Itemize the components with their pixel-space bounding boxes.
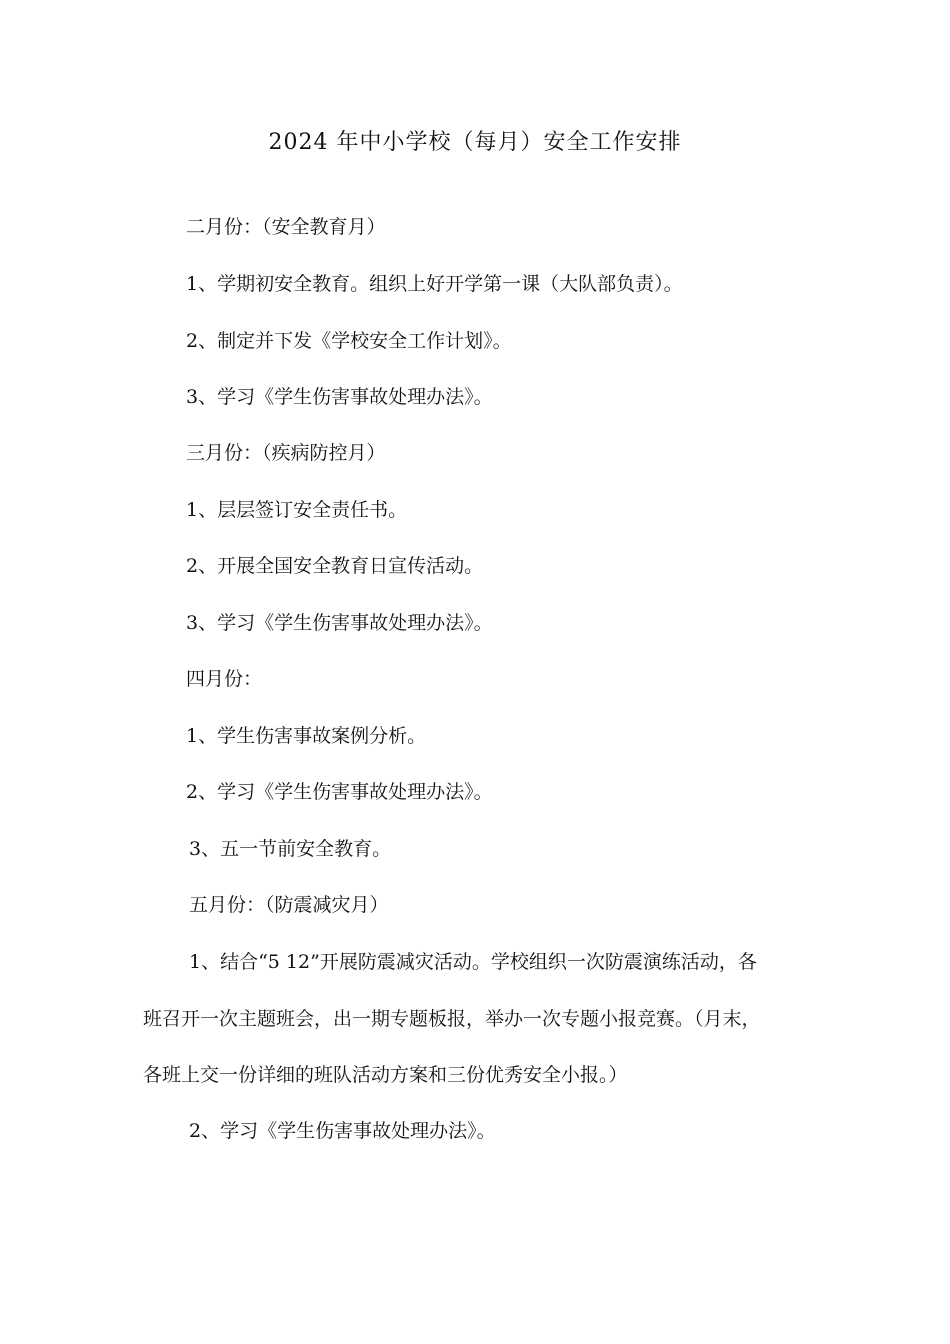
list-item: 2、开展全国安全教育日宣传活动。 [186,555,484,577]
section-heading-april: 四月份： [186,668,263,690]
list-item: 3、学习《学生伤害事故处理办法》。 [186,386,493,408]
list-item: 2、学习《学生伤害事故处理办法》。 [189,1120,496,1142]
document-title: 2024 年中小学校（每月）安全工作安排 [268,130,682,155]
section-heading-may: 五月份：（防震减灾月） [189,894,389,916]
section-heading-february: 二月份：（安全教育月） [186,216,386,238]
list-item: 3、学习《学生伤害事故处理办法》。 [186,612,493,634]
list-item: 1、层层签订安全责任书。 [186,499,408,521]
list-item: 1、学期初安全教育。组织上好开学第一课（大队部负责）。 [186,273,683,295]
section-heading-march: 三月份：（疾病防控月） [186,442,386,464]
list-item: 2、学习《学生伤害事故处理办法》。 [186,781,493,803]
list-item-continuation: 班召开一次主题班会，出一期专题板报，举办一次专题小报竞赛。（月末， [143,1008,761,1030]
list-item-continuation: 各班上交一份详细的班队活动方案和三份优秀安全小报。） [143,1064,628,1086]
list-item: 1、结合“5 12”开展防震减灾活动。学校组织一次防震演练活动，各 [189,951,757,973]
list-item: 3、五一节前安全教育。 [189,838,392,860]
list-item: 1、学生伤害事故案例分析。 [186,725,427,747]
list-item: 2、制定并下发《学校安全工作计划》。 [186,330,512,352]
